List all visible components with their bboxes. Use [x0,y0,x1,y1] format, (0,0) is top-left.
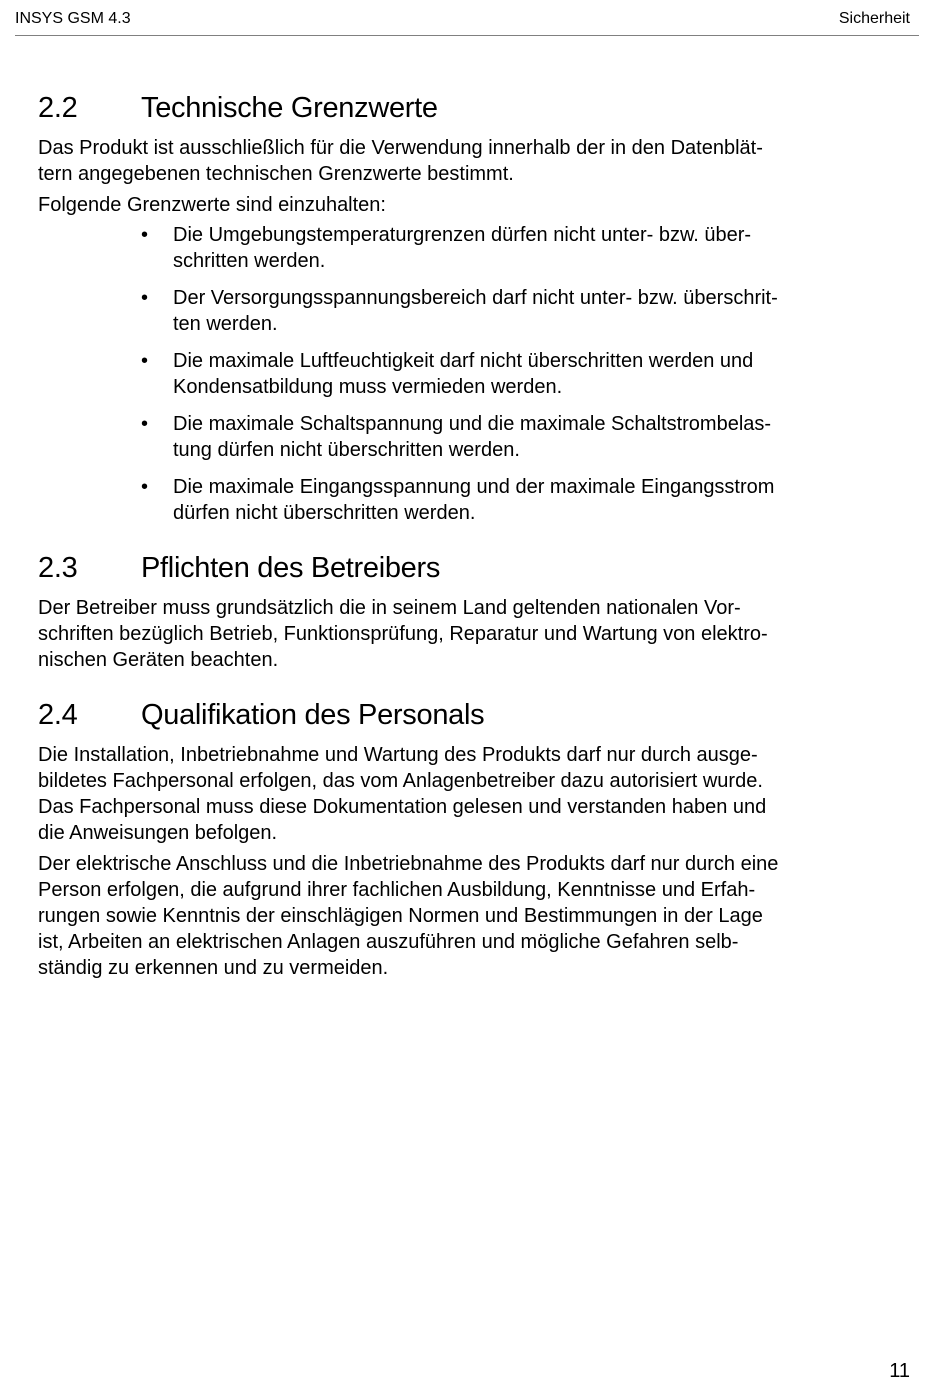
text-line: Die Umgebungstemperaturgrenzen dürfen nicht unter- bzw. über- [173,224,752,246]
text-line: Person erfolgen, die aufgrund ihrer fachlichen Ausbildung, Kenntnisse und Erfah- [38,879,756,901]
paragraph [38,192,898,218]
text-line: ständig zu erkennen und zu vermeiden. [38,957,389,979]
paragraph [38,851,898,981]
text-line: Folgende Grenzwerte sind einzuhalten: [38,194,386,216]
text-line: dürfen nicht überschritten werden. [173,502,476,524]
page-content [38,90,898,981]
paragraph [38,742,898,846]
section-heading-technische-grenzwerte [38,90,898,126]
bullet-icon: • [141,350,149,372]
list-item [38,285,898,337]
document-title: INSYS GSM 4.3 [15,10,131,27]
list-item [38,222,898,274]
text-line: Die Installation, Inbetriebnahme und Wartung des Produkts darf nur durch ausge- [38,744,758,766]
text-line: schritten werden. [173,250,326,272]
text-line: ist, Arbeiten an elektrischen Anlagen auszuführen und mögliche Gefahren selb- [38,931,739,953]
page-number: 11 [889,1360,910,1382]
section-number: 2.4 [38,699,78,731]
paragraph [38,595,898,673]
text-line: Das Fachpersonal muss diese Dokumentation gelesen und verstanden haben und [38,796,767,818]
bullet-icon: • [141,287,149,309]
text-line: Die maximale Luftfeuchtigkeit darf nicht überschritten werden und [173,350,754,372]
section-title: Pflichten des Betreibers [141,552,441,584]
section-heading-pflichten-des-betreibers [38,550,898,586]
text-line: die Anweisungen befolgen. [38,822,278,844]
section-title: Technische Grenzwerte [141,92,438,124]
section-number: 2.2 [38,92,78,124]
bullet-icon: • [141,413,149,435]
bullet-icon: • [141,224,149,246]
limits-bullet-list [38,222,898,526]
list-item [38,348,898,400]
text-line: Die maximale Schaltspannung und die maximale Schaltstrombelas- [173,413,772,435]
text-line: tern angegebenen technischen Grenzwerte bestimmt. [38,163,514,185]
text-line: nischen Geräten beachten. [38,649,279,671]
text-line: Kondensatbildung muss vermieden werden. [173,376,563,398]
list-item [38,411,898,463]
text-line: Der Versorgungsspannungsbereich darf nicht unter- bzw. überschrit- [173,287,778,309]
text-line: ten werden. [173,313,278,335]
bullet-icon: • [141,476,149,498]
text-line: Der Betreiber muss grundsätzlich die in seinem Land geltenden nationalen Vor- [38,597,741,619]
section-title: Qualifikation des Personals [141,699,485,731]
paragraph [38,135,898,187]
section-number: 2.3 [38,552,78,584]
text-line: Der elektrische Anschluss und die Inbetriebnahme des Produkts darf nur durch eine [38,853,779,875]
text-line: tung dürfen nicht überschritten werden. [173,439,520,461]
text-line: Das Produkt ist ausschließlich für die Verwendung innerhalb der in den Datenblät- [38,137,763,159]
chapter-title: Sicherheit [838,10,910,27]
section-heading-qualifikation-des-personals [38,697,898,733]
text-line: Die maximale Eingangsspannung und der maximale Eingangsstrom [173,476,775,498]
text-line: schriften bezüglich Betrieb, Funktionsprüfung, Reparatur und Wartung von elektro- [38,623,768,645]
list-item [38,474,898,526]
text-line: bildetes Fachpersonal erfolgen, das vom Anlagenbetreiber dazu autorisiert wurde. [38,770,763,792]
page-header [15,8,919,36]
text-line: rungen sowie Kenntnis der einschlägigen Normen und Bestimmungen in der Lage [38,905,763,927]
